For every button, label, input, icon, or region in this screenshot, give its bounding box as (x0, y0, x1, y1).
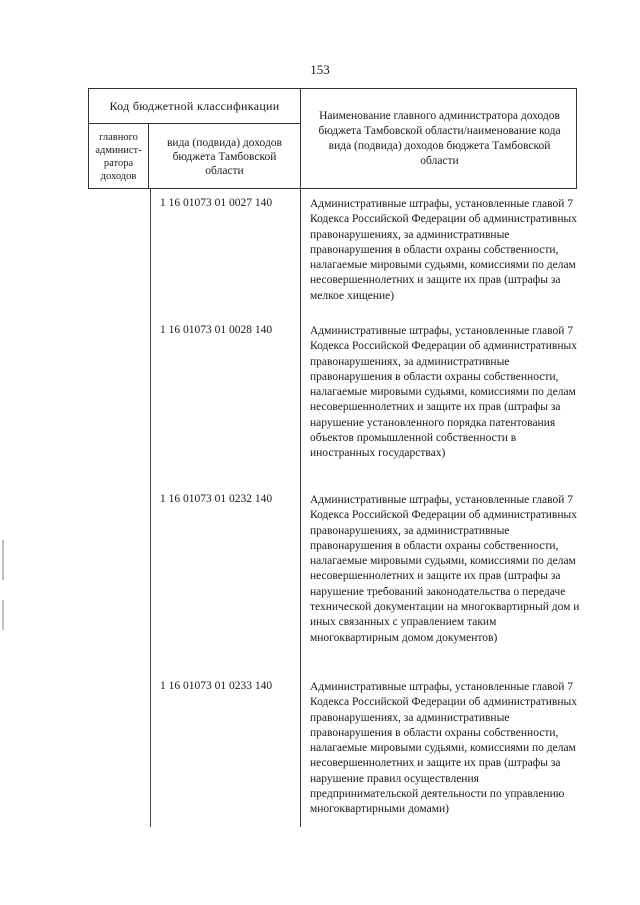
header-kind-column: вида (подвида) доходов бюджета Тамбовской области (167, 137, 282, 177)
header-admin-column: главного админист-ратора доходов (95, 132, 142, 182)
row-code: 1 16 01073 01 0233 140 (160, 680, 273, 692)
row-description: Административные штрафы, установленные главой 7 Кодекса Российской Федерации об административных правонарушениях, за административные правонарушения в области охраны собственности, налагаемые мировыми судьями, комиссиями по делам несовершеннолетних и защите их прав (штрафы за мелкое хищение) (310, 198, 577, 302)
scan-edge-mark (2, 600, 4, 630)
column-divider-left (150, 189, 151, 827)
row-code: 1 16 01073 01 0028 140 (160, 324, 273, 336)
table-header (88, 88, 577, 189)
page-number: 153 (310, 62, 330, 77)
row-description: Административные штрафы, установленные главой 7 Кодекса Российской Федерации об административных правонарушениях, за административные правонарушения в области охраны собственности, налагаемые мировыми судьями, комиссиями по делам несовершеннолетних и защите их прав (штрафы за нарушение правил осуществления предпринимательской деятельности по управлению многоквартирными домами) (310, 681, 577, 816)
column-divider-right (300, 189, 301, 827)
row-description: Административные штрафы, установленные главой 7 Кодекса Российской Федерации об административных правонарушениях, за административные правонарушения в области охраны собственности, налагаемые мировыми судьями, комиссиями по делам несовершеннолетних и защите их прав (штрафы за нарушение установленного порядка патентования объектов промышленной собственности в иностранных государствах) (310, 325, 577, 460)
scan-edge-mark (2, 540, 4, 580)
row-description: Административные штрафы, установленные главой 7 Кодекса Российской Федерации об административных правонарушениях, за административные правонарушения в области охраны собственности, налагаемые мировыми судьями, комиссиями по делам несовершеннолетних и защите их прав (штрафы за нарушение требований законодательства о передаче технической документации на многоквартирный дом и иных связанных с управлением таким многоквартирным домом документов) (310, 494, 580, 644)
header-code-group: Код бюджетной классификации (109, 98, 280, 113)
row-code: 1 16 01073 01 0027 140 (160, 197, 273, 209)
header-name-column: Наименование главного администратора доходов бюджета Тамбовской области/наименование кода вида (подвида) доходов бюджета Тамбовской области (318, 110, 561, 167)
row-code: 1 16 01073 01 0232 140 (160, 493, 273, 505)
